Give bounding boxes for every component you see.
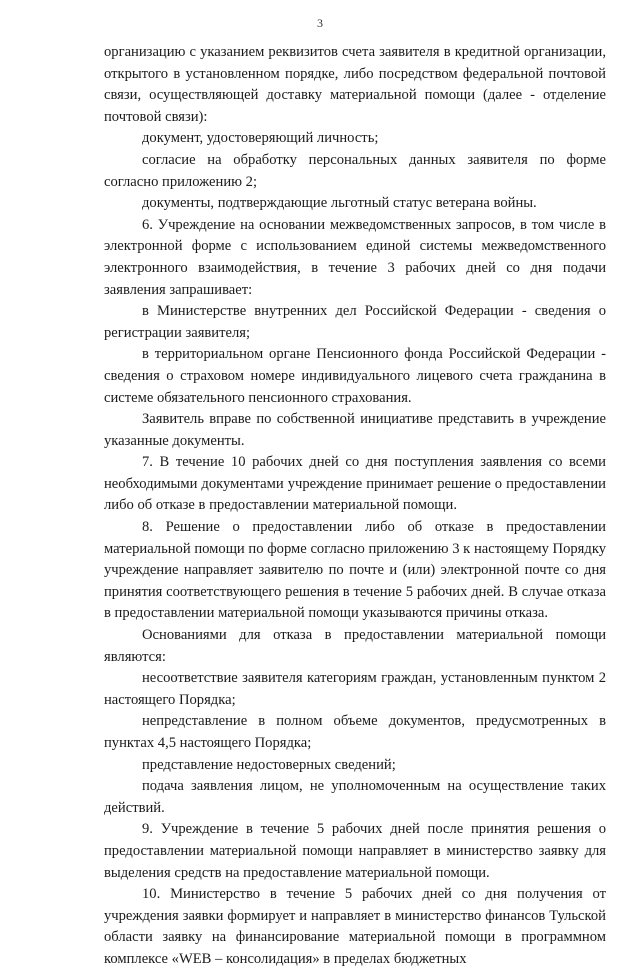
paragraph: в территориальном органе Пенсионного фонда Российской Федерации - сведения о страховом номере индивидуального лицевого счета гражданина в системе обязательного пенсионного страхования. xyxy=(104,346,606,406)
paragraph: 8. Решение о предоставлении либо об отказе в предоставлении материальной помощи по форме согласно приложению 3 к настоящему Порядку учреждение направляет заявителю по почте и (или) электронной почте со дня принятия соответствующего решения в течение 5 рабочих дней. В случае отказа в предоставлении материальной помощи указываются причины отказа. xyxy=(104,519,606,622)
paragraph: Основаниями для отказа в предоставлении материальной помощи являются: xyxy=(104,627,606,665)
paragraph: документы, подтверждающие льготный статус ветерана войны. xyxy=(142,195,537,212)
paragraph: согласие на обработку персональных данных заявителя по форме согласно приложению 2; xyxy=(104,151,606,190)
paragraph: 7. В течение 10 рабочих дней со дня поступления заявления со всеми необходимыми документами учреждение принимает решение о предоставлении либо об отказе в предоставлении материальной помощи. xyxy=(104,454,606,514)
page-number: 3 xyxy=(317,16,323,30)
paragraph: 10. Министерство в течение 5 рабочих дней со дня получения от учреждения заявки формирует и направляет в министерство финансов Тульской области заявку на финансирование материальной помощи в программном комплексе «WEB – консолидация» в пределах бюджетных xyxy=(104,886,606,967)
document-body xyxy=(104,42,606,971)
paragraph: документ, удостоверяющий личность; xyxy=(142,130,379,147)
paragraph: подача заявления лицом, не уполномоченным на осуществление таких действий. xyxy=(104,778,606,816)
paragraph: 6. Учреждение на основании межведомственных запросов, в том числе в электронной форме с использованием единой системы межведомственного электронного взаимодействия, в течение 3 рабочих дней со дня подачи заявления запрашивает: xyxy=(104,216,606,298)
paragraph: 9. Учреждение в течение 5 рабочих дней после принятия решения о предоставлении материальной помощи направляет в министерство заявку для выделения средств на предоставление материальной помощи. xyxy=(104,821,606,881)
paragraph: несоответствие заявителя категориям граждан, установленным пунктом 2 настоящего Порядка; xyxy=(104,670,606,708)
paragraph: представление недостоверных сведений; xyxy=(142,756,396,773)
paragraph: в Министерстве внутренних дел Российской Федерации - сведения о регистрации заявителя; xyxy=(104,303,606,341)
paragraph: Заявитель вправе по собственной инициативе представить в учреждение указанные документы. xyxy=(104,411,606,449)
paragraph: организацию с указанием реквизитов счета заявителя в кредитной организации, открытого в установленном порядке, либо посредством федеральной почтовой связи, осуществляющей доставку материальной помощи (далее - отделение почтовой связи): xyxy=(104,44,606,125)
paragraph: непредставление в полном объеме документов, предусмотренных в пунктах 4,5 настоящего Порядка; xyxy=(104,713,606,751)
